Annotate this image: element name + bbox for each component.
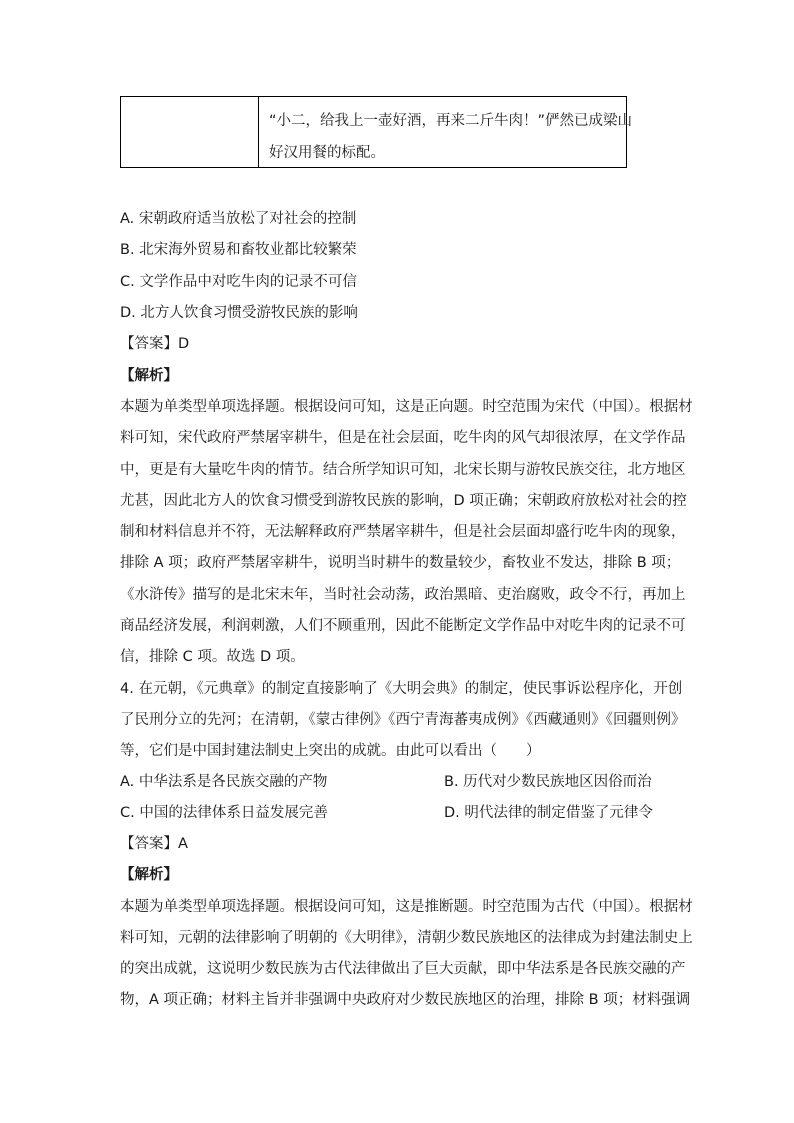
- table-cell-line: “小二，给我上一壶好酒，再来二斤牛肉！”俨然已成梁山: [269, 113, 633, 129]
- q3-analysis-line: 制和材料信息并不符，无法解释政府严禁屠宰耕牛，但是社会层面却盛行吃牛肉的现象，: [120, 524, 686, 540]
- q3-analysis-line: 料可知，宋代政府严禁屠宰耕牛，但是在社会层面，吃牛肉的风气却很浓厚，在文学作品: [120, 430, 686, 446]
- q3-analysis-line: 中，更是有大量吃牛肉的情节。结合所学知识可知，北宋长期与游牧民族交往，北方地区: [120, 462, 686, 478]
- q4-answer: 【答案】A: [120, 836, 188, 852]
- q4-analysis-line: 料可知，元朝的法律影响了明朝的《大明律》，清朝少数民族地区的法律成为封建法制史上: [120, 930, 693, 946]
- q3-analysis-line: 本题为单类型单项选择题。根据设问可知，这是正向题。时空范围为宋代（中国）。根据材: [120, 399, 693, 415]
- table-cell-line: 好汉用餐的标配。: [269, 145, 385, 161]
- q4-option-a: A. 中华法系是各民族交融的产物: [120, 774, 328, 790]
- table-divider: [258, 97, 259, 167]
- q3-answer: 【答案】D: [120, 336, 190, 352]
- q4-analysis-line: 物，A 项正确；材料主旨并非强调中央政府对少数民族地区的治理，排除 B 项；材料强调: [120, 992, 691, 1008]
- q3-analysis-line: 《水浒传》描写的是北宋末年，当时社会动荡，政治黑暗、吏治腐败，政令不行，再加上: [120, 587, 686, 603]
- q3-analysis-line: 尤甚，因此北方人的饮食习惯受到游牧民族的影响，D 项正确；宋朝政府放松对社会的控: [120, 493, 687, 509]
- q4-stem-line: 了民刑分立的先河；在清朝，《蒙古律例》《西宁青海蕃夷成例》《西藏通则》《回疆则例》: [120, 712, 686, 728]
- q4-stem-line: 等，它们是中国封建法制史上突出的成就。由此可以看出（ ）: [120, 743, 541, 759]
- material-table: [120, 96, 633, 168]
- q4-option-d: D. 明代法律的制定借鉴了元律令: [444, 805, 653, 821]
- q3-analysis-line: 信，排除 C 项。故选 D 项。: [120, 649, 305, 665]
- q4-analysis-label: 【解析】: [120, 867, 178, 883]
- q4-option-c: C. 中国的法律体系日益发展完善: [120, 805, 328, 821]
- q4-option-b: B. 历代对少数民族地区因俗而治: [444, 774, 652, 790]
- q4-stem-line: 4. 在元朝，《元典章》的制定直接影响了《大明会典》的制定，使民事诉讼程序化，开创: [120, 681, 683, 697]
- q3-option-b: B. 北宋海外贸易和畜牧业都比较繁荣: [120, 242, 357, 258]
- q3-option-a: A. 宋朝政府适当放松了对社会的控制: [120, 211, 357, 227]
- q4-analysis-line: 的突出成就，这说明少数民族为古代法律做出了巨大贡献，即中华法系是各民族交融的产: [120, 961, 686, 977]
- q4-analysis-line: 本题为单类型单项选择题。根据设问可知，这是推断题。时空范围为古代（中国）。根据材: [120, 899, 693, 915]
- q3-analysis-line: 商品经济发展，利润刺激，人们不顾重刑，因此不能断定文学作品中对吃牛肉的记录不可: [120, 618, 686, 634]
- q3-option-d: D. 北方人饮食习惯受游牧民族的影响: [120, 305, 358, 321]
- q3-option-c: C. 文学作品中对吃牛肉的记录不可信: [120, 274, 357, 290]
- q3-analysis-line: 排除 A 项；政府严禁屠宰耕牛，说明当时耕牛的数量较少，畜牧业不发达，排除 B 项；: [120, 555, 681, 571]
- q3-analysis-label: 【解析】: [120, 368, 178, 384]
